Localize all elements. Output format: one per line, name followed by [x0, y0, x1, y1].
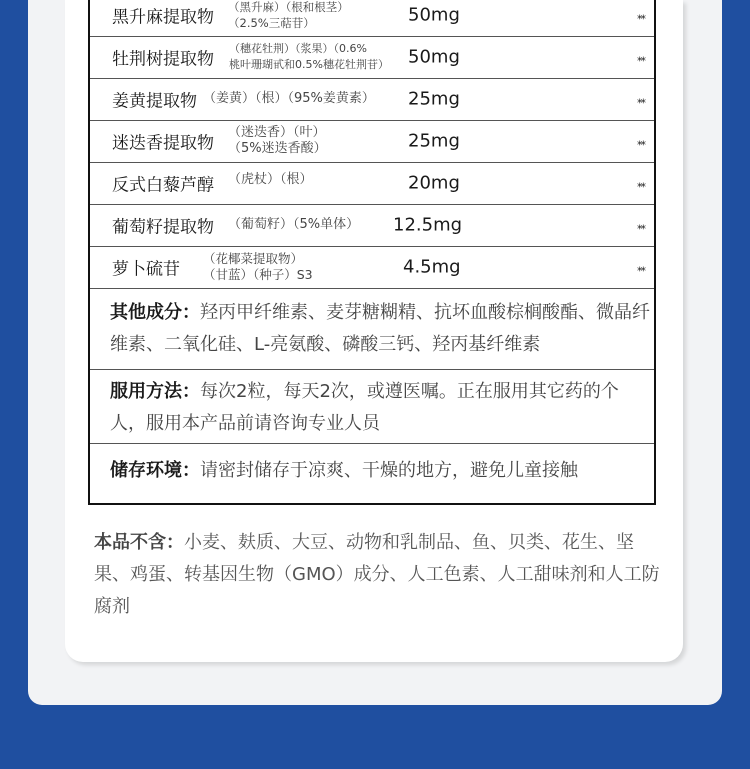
table-row: [90, 162, 654, 205]
note-line-1: （迷迭香）（叶）: [228, 125, 326, 140]
ingredient-note: （姜黄）（根）（95%姜黄素）: [203, 91, 375, 106]
ingredient-name: 迷迭香提取物: [112, 133, 214, 154]
other-ingredients-text: 羟丙甲纤维素、麦芽糖糊精、抗坏血酸棕榈酸酯、微晶纤维素、二氧化硅、L-亮氨酸、磷酸三钙、羟丙基纤维素: [110, 302, 650, 355]
storage-text: 请密封储存于凉爽、干燥的地方，避免儿童接触: [200, 460, 578, 481]
ingredient-note: （葡萄籽）（5%单体）: [228, 217, 360, 232]
exclusion-text: 小麦、麸质、大豆、动物和乳制品、鱼、贝类、花生、坚果、鸡蛋、转基因生物（GMO）成分、人工色素、人工甜味剂和人工防腐剂: [94, 532, 660, 617]
usage-instructions: [110, 376, 654, 440]
note-line-2: （2.5%三萜苷）: [228, 16, 315, 30]
note-line-1: （穗花牡荆）（浆果）（0.6%: [229, 42, 367, 55]
daily-value-marker: **: [637, 180, 644, 194]
ingredient-name: 萝卜硫苷: [112, 259, 180, 280]
usage-text: 每次2粒，每天2次，或遵医嘱。正在服用其它药的个人，服用本产品前请咨询专业人员: [110, 381, 619, 434]
ingredient-amount: 50mg: [408, 46, 460, 68]
ingredient-amount: 12.5mg: [393, 214, 463, 236]
table-row: [90, 204, 654, 247]
daily-value-marker: **: [637, 264, 644, 278]
ingredient-name: 葡萄籽提取物: [112, 217, 214, 238]
note-line-2: （5%迷迭香酸）: [228, 141, 327, 156]
storage-conditions: [110, 455, 654, 487]
daily-value-marker: **: [637, 54, 644, 68]
usage-label: 服用方法：: [110, 381, 200, 402]
ingredient-note: [229, 41, 389, 73]
ingredient-note: [228, 125, 327, 157]
exclusion-label: 本品不含：: [94, 532, 184, 553]
exclusion-statement: [94, 527, 664, 623]
table-row: [90, 0, 654, 37]
note-line-2: （甘蓝）（种子）S3: [203, 267, 313, 282]
daily-value-marker: **: [637, 222, 644, 236]
supplement-facts-table: [88, 0, 656, 505]
ingredient-amount: 50mg: [408, 4, 460, 26]
note-line-1: （花椰菜提取物）: [203, 251, 304, 266]
note-line-2: 桃叶珊瑚甙和0.5%穗花牡荆苷）: [229, 58, 389, 71]
ingredient-amount: 25mg: [408, 88, 460, 110]
other-ingredients: [110, 297, 654, 361]
table-row: [90, 78, 654, 121]
ingredient-note: [203, 251, 313, 283]
section-divider: [90, 369, 654, 370]
ingredient-name: 黑升麻提取物: [112, 7, 214, 28]
storage-label: 储存环境：: [110, 460, 200, 481]
ingredient-note: [228, 0, 349, 31]
note-line-1: （黑升麻）（根和根茎）: [228, 0, 349, 14]
ingredient-name: 牡荆树提取物: [112, 49, 214, 70]
table-row: [90, 246, 654, 289]
ingredient-note: （虎杖）（根）: [228, 171, 313, 187]
ingredient-amount: 4.5mg: [403, 256, 461, 278]
table-row: [90, 120, 654, 163]
daily-value-marker: **: [637, 12, 644, 26]
daily-value-marker: **: [637, 138, 644, 152]
daily-value-marker: **: [637, 96, 644, 110]
other-ingredients-label: 其他成分：: [110, 302, 200, 323]
ingredient-name: 姜黄提取物: [112, 91, 197, 112]
section-divider: [90, 443, 654, 444]
ingredient-amount: 20mg: [408, 172, 460, 194]
ingredient-name: 反式白藜芦醇: [112, 175, 214, 196]
table-row: [90, 36, 654, 79]
ingredient-amount: 25mg: [408, 130, 460, 152]
